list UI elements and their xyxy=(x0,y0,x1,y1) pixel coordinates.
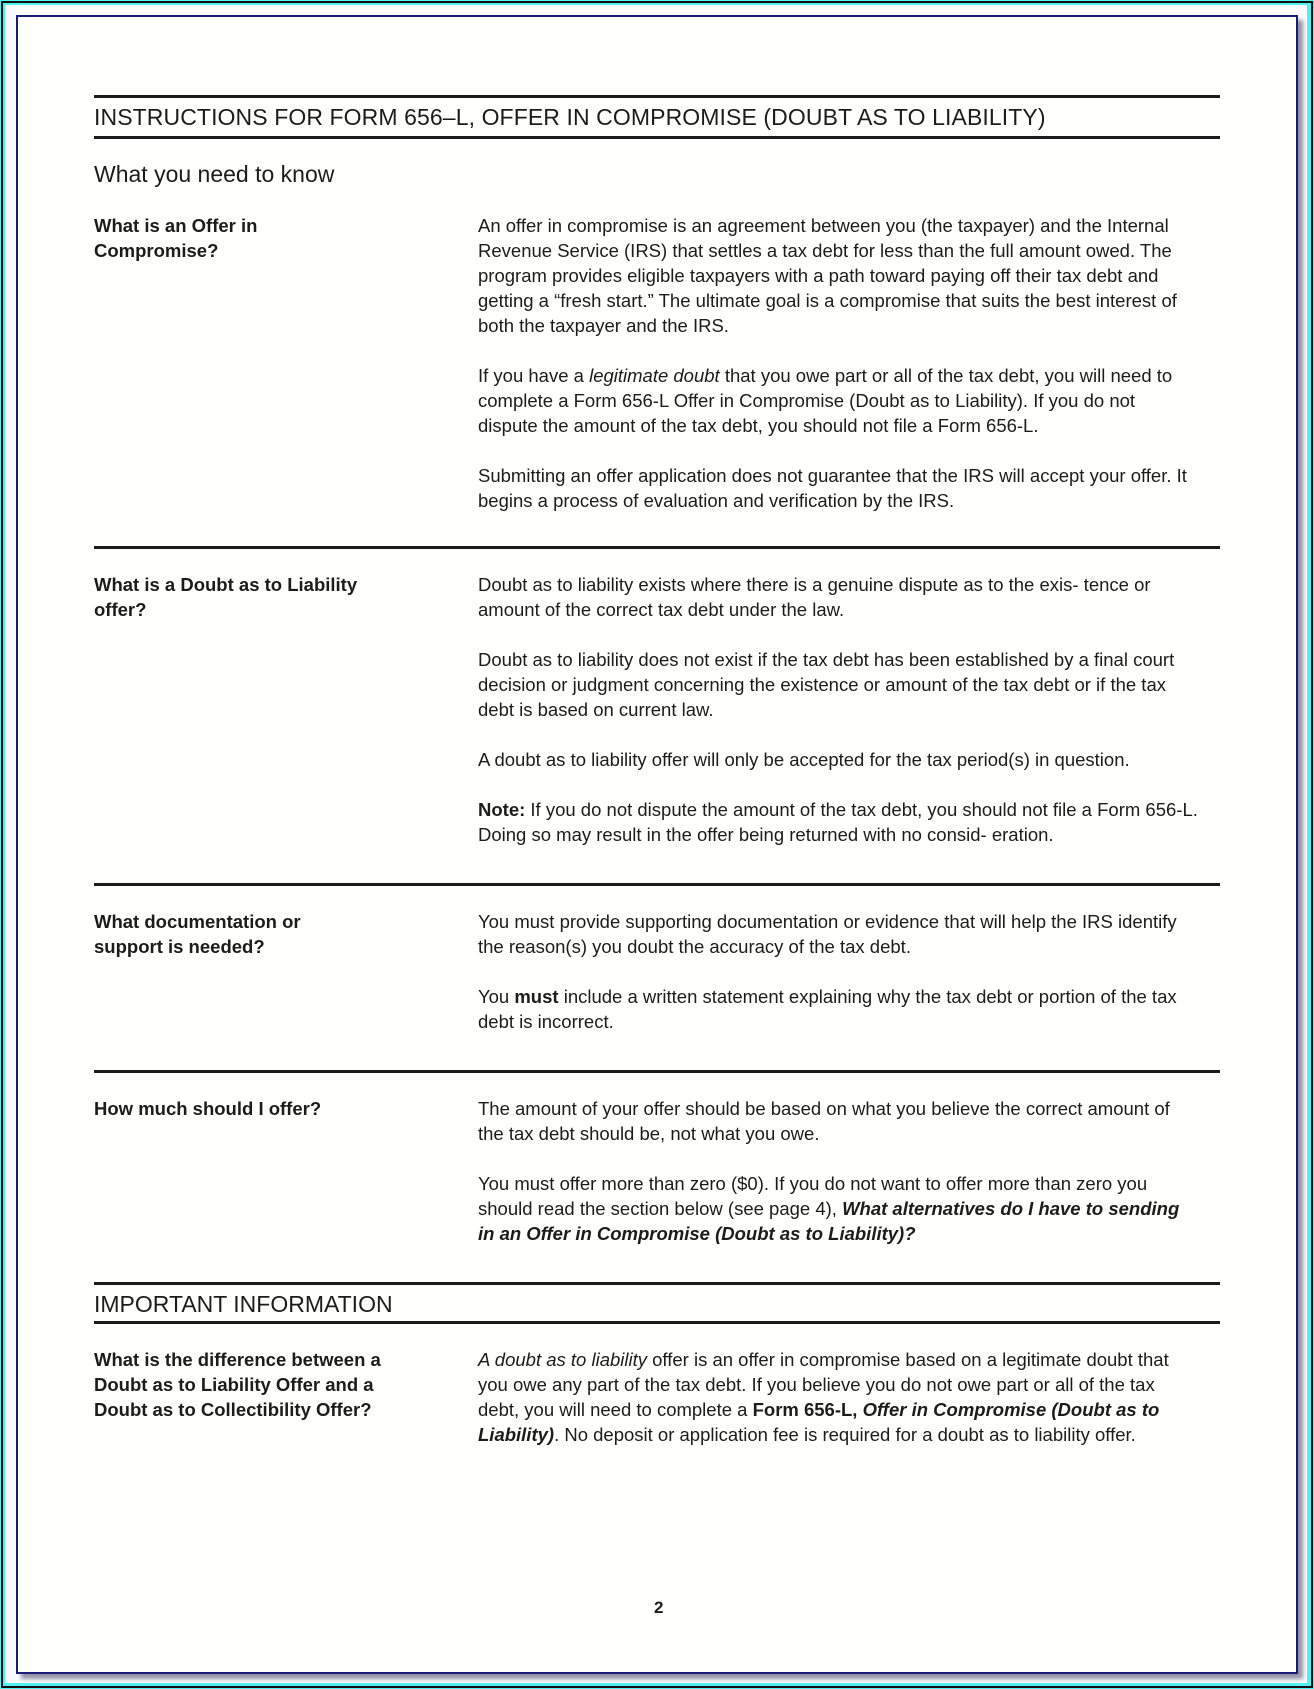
faq-section-offer-in-compromise xyxy=(94,213,1220,513)
text-span: offer is an offer in compromise based on a legitimate doubt that you owe any part of the tax debt. If you believe you do not owe part or all of the tax debt, you will need to complete a xyxy=(478,1349,1169,1420)
text-span: . No deposit or application fee is required for a doubt as to liability offer. xyxy=(554,1424,1136,1445)
question-label: What is a Doubt as to Liability offer? xyxy=(94,574,358,620)
paragraph: Doubt as to liability does not exist if the tax debt has been established by a final court decision or judgment concerning the existence or amount of the tax debt or if the tax debt is based on current law. xyxy=(478,649,1175,720)
paragraph xyxy=(478,363,1198,438)
page-title: INSTRUCTIONS FOR FORM 656–L, OFFER IN COMPROMISE (DOUBT AS TO LIABILITY) xyxy=(94,104,1046,130)
text-span: that you owe part or all of the tax debt, you will need to complete a Form 656-L Offer in Compromise (Doubt as to Liability). If you do not dispute the amount of the tax debt, you should not file a Form 656-L. xyxy=(478,365,1173,436)
section-divider xyxy=(94,883,1220,886)
section-divider xyxy=(94,1070,1220,1073)
title-bottom-rule xyxy=(94,136,1220,139)
paragraph: Doubt as to liability exists where there is a genuine dispute as to the exis- tence or amount of the correct tax debt under the law. xyxy=(478,574,1151,620)
answer-text xyxy=(478,909,1198,1034)
question-label: What is an Offer in Compromise? xyxy=(94,215,258,261)
cross-reference-text: What alternatives do I have to sending in an Offer in Compromise (Doubt as to Liability)? xyxy=(478,1198,1180,1244)
paragraph: You must provide supporting documentation or evidence that will help the IRS identify the reason(s) you doubt the accuracy of the tax debt. xyxy=(478,911,1177,957)
faq-section-how-much-offer xyxy=(94,1096,1220,1246)
paragraph xyxy=(478,1347,1198,1447)
text-span: If you have a xyxy=(478,365,590,386)
form-title-bold-italic: Offer in Compromise (Doubt as to Liability) xyxy=(478,1399,1160,1445)
question-label: How much should I offer? xyxy=(94,1098,322,1119)
question-label: What is the difference between a Doubt as to Liability Offer and a Doubt as to Collectibility Offer? xyxy=(94,1349,381,1420)
text-span: include a written statement explaining why the tax debt or portion of the tax debt is incorrect. xyxy=(478,986,1177,1032)
answer-text xyxy=(478,1096,1198,1246)
faq-section-documentation xyxy=(94,909,1220,1034)
paragraph xyxy=(478,1171,1198,1246)
bold-text: must xyxy=(514,986,559,1007)
paragraph: Submitting an offer application does not guarantee that the IRS will accept your offer. It begins a process of evaluation and verification by the IRS. xyxy=(478,465,1187,511)
paragraph: The amount of your offer should be based on what you believe the correct amount of the tax debt should be, not what you owe. xyxy=(478,1098,1170,1144)
paragraph xyxy=(478,797,1198,847)
text-span: You xyxy=(478,986,515,1007)
answer-text xyxy=(478,213,1198,513)
answer-text xyxy=(478,1347,1198,1447)
important-heading: IMPORTANT INFORMATION xyxy=(94,1291,393,1317)
section-divider xyxy=(94,546,1220,549)
important-bottom-rule xyxy=(94,1321,1220,1324)
faq-section-liability-vs-collectibility xyxy=(94,1347,1220,1447)
section-subtitle: What you need to know xyxy=(94,161,335,187)
document-page xyxy=(16,15,1298,1674)
paragraph xyxy=(478,984,1198,1034)
page-content xyxy=(94,95,1220,1447)
italic-text: A doubt as to liability xyxy=(478,1349,647,1370)
note-label: Note: xyxy=(478,799,526,820)
page-number: 2 xyxy=(654,1598,664,1617)
answer-text xyxy=(478,572,1198,847)
paragraph: An offer in compromise is an agreement between you (the taxpayer) and the Internal Revenue Service (IRS) that settles a tax debt for less than the full amount owed. The program provides eligible taxpayers with a path toward paying off their tax debt and getting a “fresh start.” The ultimate goal is a compromise that suits the best interest of both the taxpayer and the IRS. xyxy=(478,215,1177,336)
text-span: If you do not dispute the amount of the tax debt, you should not file a Form 656-L. Doing so may result in the offer being returned with no consid- eration. xyxy=(478,799,1198,845)
faq-section-doubt-as-to-liability xyxy=(94,572,1220,847)
italic-text: legitimate doubt xyxy=(589,365,720,386)
form-name-bold: Form 656-L, xyxy=(752,1399,863,1420)
question-label: What documentation or support is needed? xyxy=(94,911,301,957)
paragraph: A doubt as to liability offer will only be accepted for the tax period(s) in question. xyxy=(478,749,1130,770)
text-span: You must offer more than zero ($0). If you do not want to offer more than zero you should read the section below (see page 4), xyxy=(478,1173,1148,1219)
